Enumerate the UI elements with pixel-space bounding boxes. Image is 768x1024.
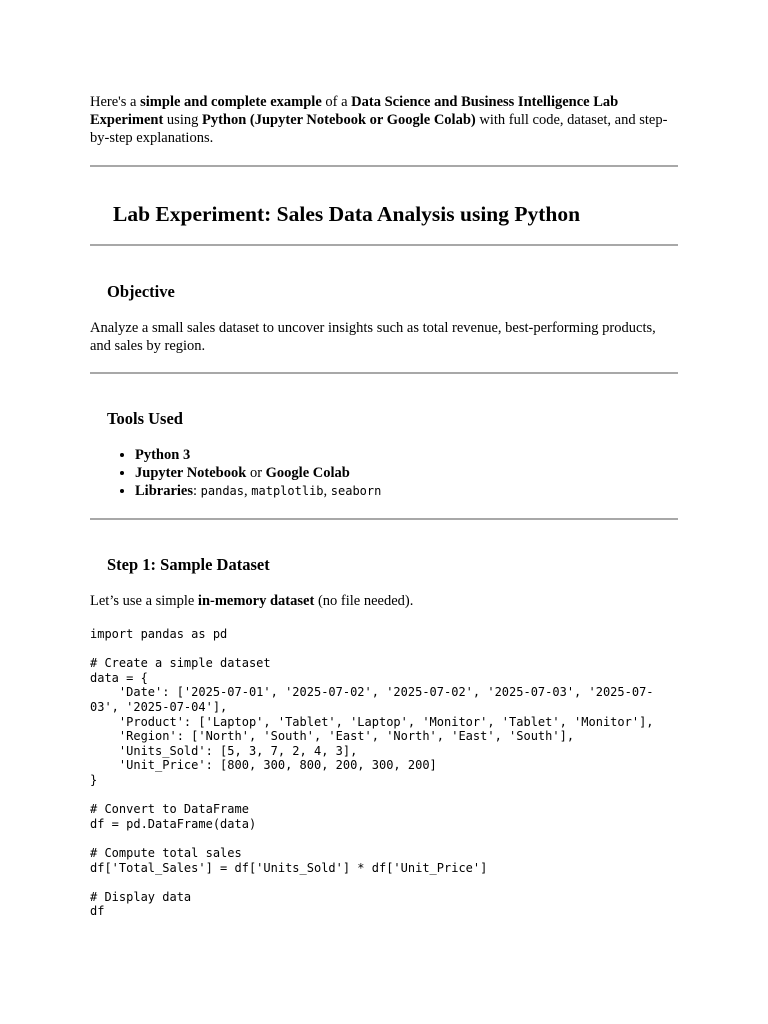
intro-bold-text: Data Science and Business Intelligence Lab Experiment (90, 94, 619, 128)
divider (90, 372, 678, 374)
code-block: import pandas as pd # Create a simple dataset data = { 'Date': ['2025-07-01', '2025-07-02', '2025-07-02', '2025-07-03', '2025-07- 03', '2025-07-04'], 'Product': ['Laptop', 'Tablet', 'Laptop', 'Monitor', 'Tablet', 'Monitor'], 'Region': ['North', 'South', 'East', 'North', 'East', 'South'], 'Units_Sold': [5, 3, 7, 2, 4, 3], 'Unit_Price': [800, 300, 800, 200, 300, 200] } # Convert to DataFrame df = pd.DataFrame(data) # Compute total sales df['Total_Sales'] = df['Units_Sold'] * df['Unit_Price'] # Display data df (90, 627, 654, 919)
inline-code: pandas (200, 484, 245, 498)
inline-code: matplotlib (251, 484, 324, 498)
tools-heading: Tools Used (107, 409, 183, 428)
divider (90, 518, 678, 520)
divider (90, 244, 678, 246)
intro-text: of a (321, 94, 352, 110)
list-item (135, 464, 381, 482)
intro-bold-text: simple and complete example (140, 94, 322, 110)
list-item (135, 482, 381, 500)
step1-heading: Step 1: Sample Dataset (107, 555, 270, 574)
divider (90, 165, 678, 167)
page-title: Lab Experiment: Sales Data Analysis using Python (113, 202, 581, 226)
step1-bold-text: in-memory dataset (197, 593, 315, 609)
list-item-bold: Jupyter Notebook (135, 465, 247, 481)
list-item-text: , (244, 483, 252, 499)
list-item-text: : (193, 483, 201, 499)
list-item-text: , (323, 483, 331, 499)
list-item-bold: Python 3 (135, 447, 191, 463)
objective-text: Analyze a small sales dataset to uncover insights such as total revenue, best-performing products, and sales by region. (90, 320, 656, 354)
list-item-bold: Google Colab (265, 465, 350, 481)
step1-plain-text: Let’s use a simple (90, 593, 198, 609)
list-item-bold: Libraries (135, 483, 193, 499)
step1-text (90, 592, 678, 610)
list-item-text: or (246, 465, 266, 481)
tools-list (90, 446, 381, 500)
list-item (135, 446, 381, 464)
inline-code: seaborn (330, 484, 382, 498)
objective-heading: Objective (107, 282, 175, 301)
intro-text: with full code, dataset, and step-by-step explanations. (90, 112, 668, 146)
intro-paragraph (90, 93, 678, 147)
intro-bold-text: Python (Jupyter Notebook or Google Colab) (201, 112, 476, 128)
intro-text: Here's a (90, 94, 141, 110)
step1-plain-text: (no file needed). (314, 593, 414, 609)
intro-text: using (163, 112, 202, 128)
